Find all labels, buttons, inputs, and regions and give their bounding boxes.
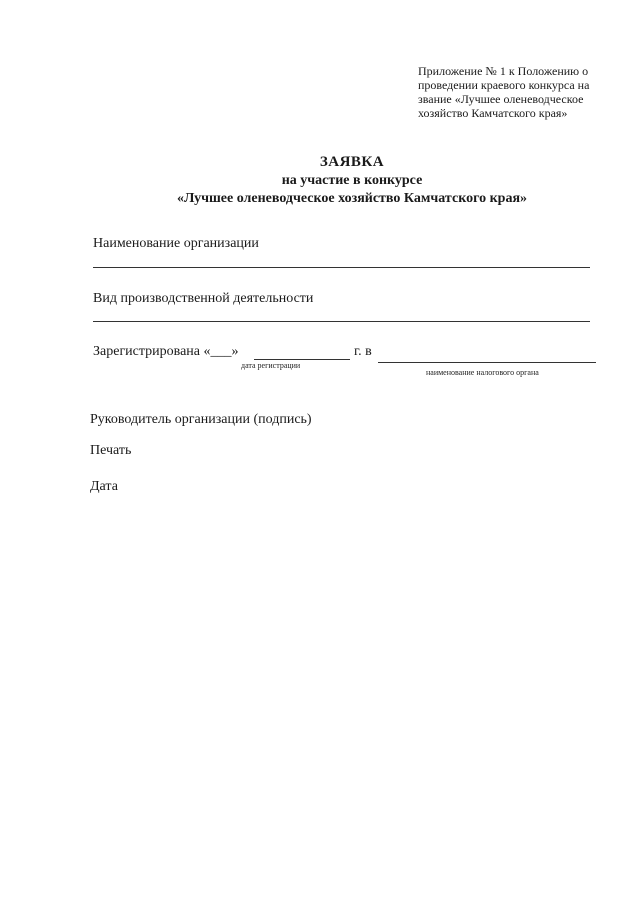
head-signature-label: Руководитель организации (подпись) [90, 412, 312, 427]
appendix-line-2: проведении краевого конкурса на [418, 78, 590, 92]
appendix-line-1: Приложение № 1 к Положению о [418, 64, 589, 78]
org-name-label: Наименование организации [93, 236, 259, 251]
date-label: Дата [90, 479, 118, 494]
tax-authority-line[interactable] [378, 362, 596, 363]
activity-line[interactable] [93, 321, 590, 322]
appendix-note [418, 64, 618, 120]
registered-day-blank[interactable]: ___ [210, 344, 232, 359]
appendix-line-3: звание «Лучшее оленеводческое [418, 92, 584, 106]
activity-label: Вид производственной деятельности [93, 291, 314, 306]
year-in-label: г. в [354, 344, 372, 359]
stamp-label: Печать [90, 443, 132, 458]
contest-name: «Лучшее оленеводческое хозяйство Камчатского края» [176, 191, 528, 206]
registration-date-caption: дата регистрации [241, 361, 301, 370]
registered-row [93, 344, 239, 360]
appendix-line-4: хозяйство Камчатского края» [418, 106, 568, 120]
registered-label: Зарегистрирована « [93, 344, 211, 359]
registration-date-line[interactable] [254, 359, 350, 360]
registered-close-quote: » [231, 344, 239, 359]
document-title: ЗАЯВКА [319, 154, 385, 170]
document-subtitle: на участие в конкурсе [281, 173, 423, 188]
tax-authority-caption: наименование налогового органа [426, 368, 539, 377]
org-name-line[interactable] [93, 267, 590, 268]
